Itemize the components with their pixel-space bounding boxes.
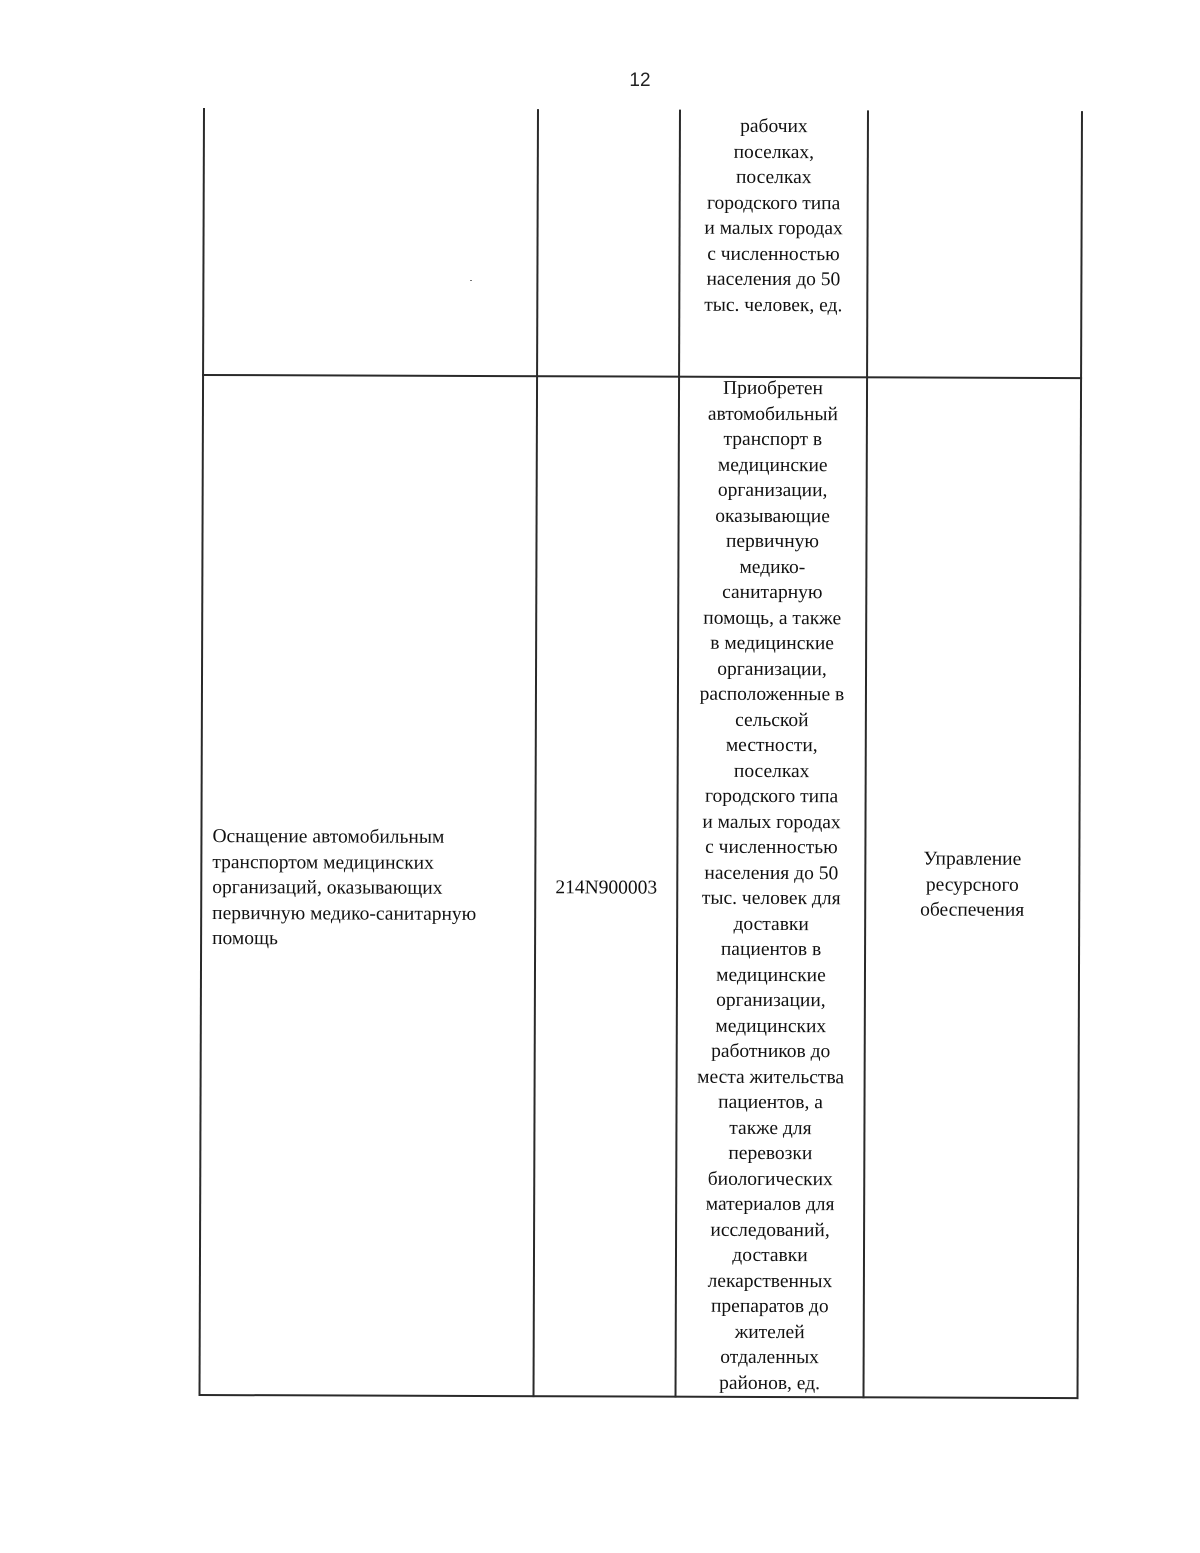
row2-result-line: доставки <box>733 913 809 935</box>
row2-result-line: тыс. человек для <box>701 887 841 910</box>
row2-result-line: медицинские <box>717 454 828 476</box>
row2-result-line: места жительства <box>697 1066 845 1088</box>
row1-result-line: городского типа <box>707 192 841 214</box>
row2-result-line: материалов для <box>705 1193 835 1216</box>
row2-responsible-line: Управление <box>923 848 1022 870</box>
row2-result-line: помощь, а также <box>703 607 842 629</box>
row2-result-line: санитарную <box>722 581 823 604</box>
row2-result-line: поселках <box>733 760 810 782</box>
row2-result-line: с численностью <box>705 836 838 859</box>
row2-result-line: Приобретен <box>723 377 824 400</box>
row2-name-line: Оснащение автомобильным <box>212 826 445 848</box>
row2-result-line: отдаленных <box>720 1346 819 1369</box>
row2-result-line: районов, ед. <box>719 1372 821 1394</box>
column-divider-1 <box>533 109 539 1397</box>
table-border-right <box>1076 111 1082 1399</box>
row1-result-line: и малых городах <box>704 217 843 240</box>
row2-result-line: медицинские <box>716 964 826 986</box>
row2-result-line: пациентов в <box>720 938 822 961</box>
row2-name-cell <box>212 824 534 953</box>
row2-result-line: организации, <box>717 479 828 502</box>
table-border-bottom <box>199 1394 1079 1399</box>
table-border-left <box>199 108 205 1396</box>
row2-result-line: также для <box>729 1117 812 1139</box>
row2-result-line: расположенные в <box>699 683 845 706</box>
row2-result-line: перевозки <box>728 1142 813 1165</box>
row2-name-line: помощь <box>212 928 278 950</box>
row1-result-cell <box>680 114 867 319</box>
row2-result-line: жителей <box>734 1321 805 1343</box>
row2-result-line: населения до 50 <box>704 862 839 884</box>
row2-result-line: местности, <box>725 734 818 757</box>
row2-result-line: пациентов, а <box>718 1091 823 1114</box>
row2-result-line: и малых городах <box>702 811 841 833</box>
row2-result-line: доставки <box>732 1244 808 1267</box>
row2-result-line: сельской <box>735 709 809 731</box>
row2-result-line: организации, <box>717 658 827 680</box>
row1-result-line: с численностью <box>707 243 840 265</box>
row2-result-line: оказывающие <box>715 505 830 527</box>
row1-result-line: рабочих <box>740 115 808 138</box>
scan-speck <box>470 280 472 281</box>
row2-result-line: городского типа <box>704 785 839 808</box>
row2-name-line: первичную медико-санитарную <box>212 902 477 925</box>
row1-result-line: поселках <box>735 166 812 189</box>
row2-result-line: биологических <box>707 1168 833 1190</box>
row1-result-line: тыс. человек, ед. <box>704 294 843 316</box>
row1-result-line: населения до 50 <box>706 268 841 291</box>
row2-name-line: транспортом медицинских <box>212 851 434 874</box>
row2-result-line: автомобильный <box>707 403 839 425</box>
row2-result-line: медицинских <box>715 1015 827 1037</box>
row2-result-line: препаратов до <box>710 1295 829 1318</box>
row2-result-line: исследований, <box>710 1219 830 1241</box>
row-divider <box>202 374 1082 379</box>
row2-code-cell: 214N900003 <box>555 877 658 899</box>
row1-result-line: поселках, <box>733 141 815 163</box>
row2-responsible-line: ресурсного <box>925 874 1019 896</box>
row2-result-line: работников до <box>711 1040 831 1063</box>
row2-responsible-cell <box>866 846 1078 923</box>
data-table <box>199 108 1089 1399</box>
row2-name-line: организаций, оказывающих <box>212 877 443 899</box>
row2-responsible-line: обеспечения <box>920 899 1025 921</box>
page-number: 12 <box>629 70 651 91</box>
row2-result-line: организации, <box>716 989 826 1012</box>
row2-result-line: в медицинские <box>710 632 835 655</box>
row2-result-line: первичную <box>725 530 820 553</box>
row2-result-line: лекарственных <box>707 1270 833 1292</box>
row2-result-line: транспорт в <box>723 428 823 451</box>
row2-result-line: медико- <box>739 556 806 578</box>
row2-result-cell <box>677 376 867 1397</box>
